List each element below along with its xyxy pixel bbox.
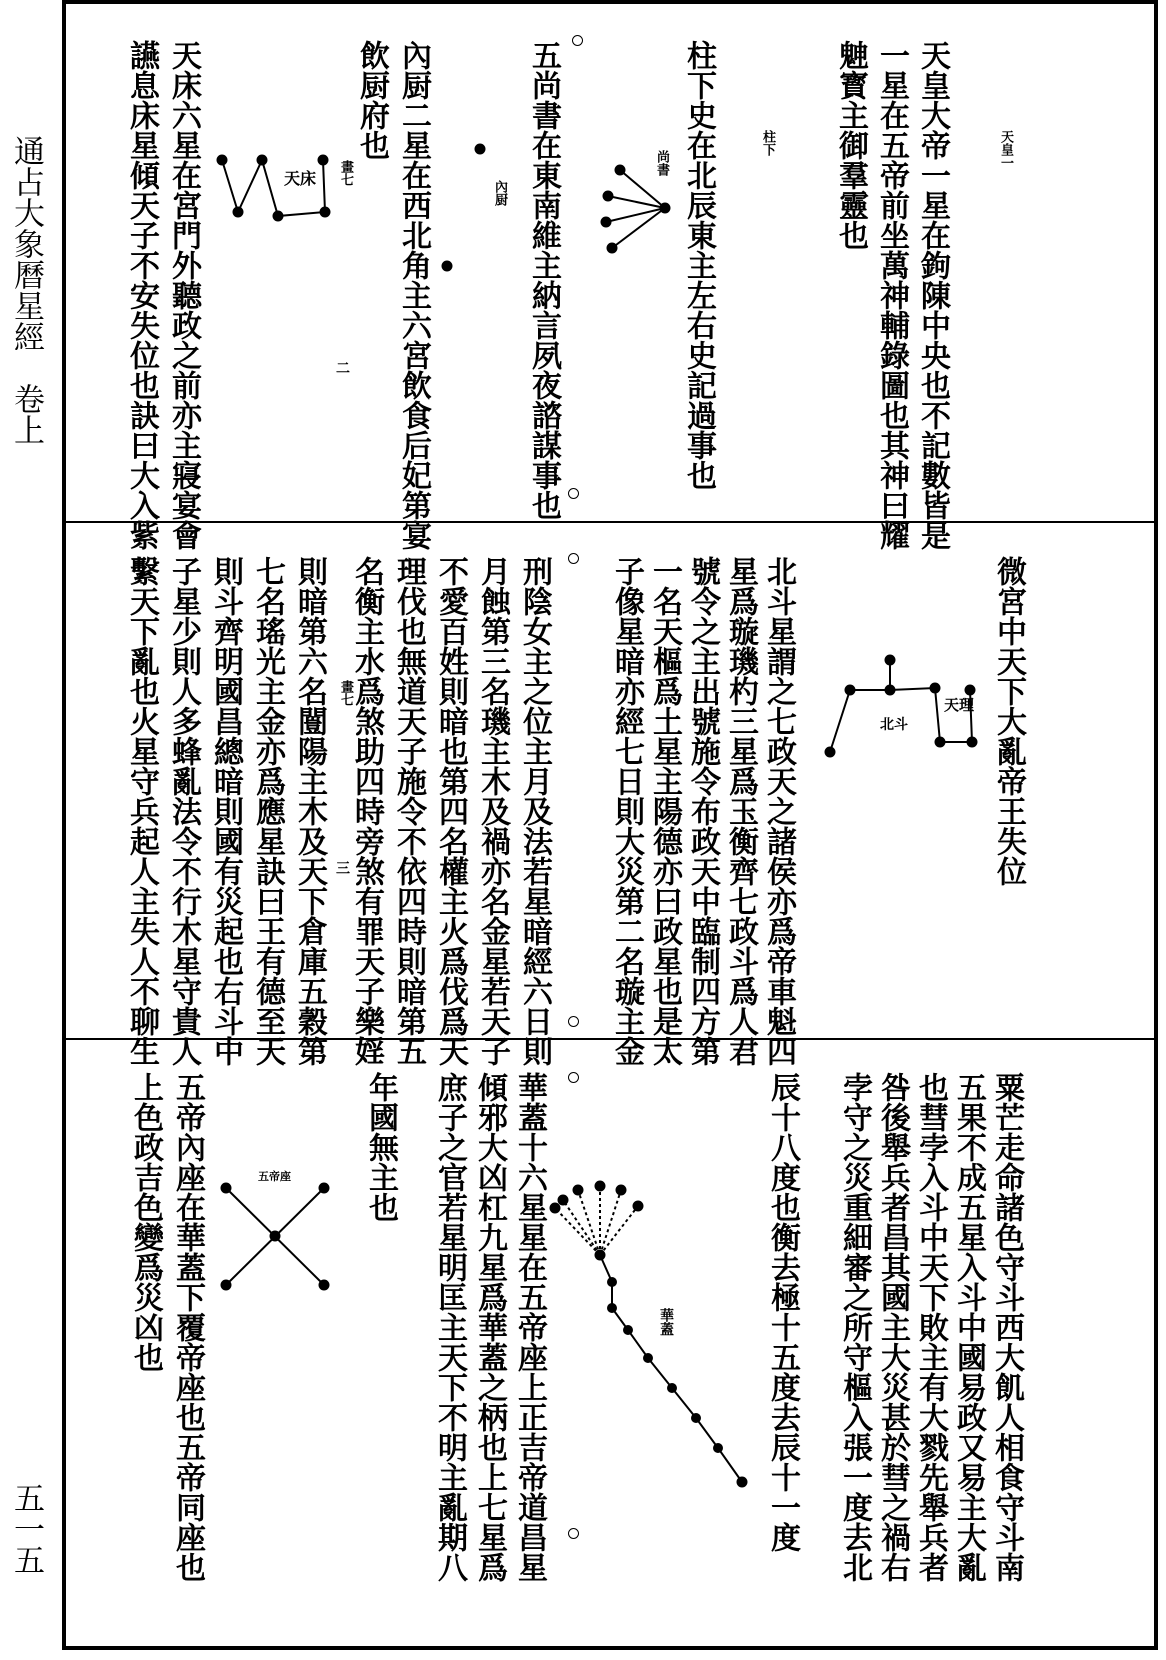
star-label: 天理: [944, 696, 975, 714]
text-column: 月蝕第三名璣主木及禍亦名金星若天子: [475, 556, 510, 1066]
text-column: 咎後舉兵者昌其國主大災甚於彗之禍右: [875, 1072, 910, 1582]
text-column: 名衡主水爲煞助四時旁煞有罪天子樂婬: [349, 556, 384, 1066]
mark: 三: [336, 861, 350, 877]
text-column: 也彗孛入斗中天下敗主有大戮先舉兵者: [913, 1072, 948, 1582]
text-column: 星爲璇璣杓三星爲玉衡齊七政斗爲人君: [723, 556, 758, 1066]
star-label: 柱下: [760, 130, 775, 156]
text-column: 不愛百姓則暗也第四名權主火爲伐爲天: [433, 556, 468, 1066]
mark: 二: [336, 361, 350, 377]
text-column: 孛守之災重細審之所守樞入張一度去北: [837, 1072, 872, 1582]
collation-mark: [568, 1528, 579, 1539]
text-column: 傾邪大凶杠九星爲華蓋之柄也上七星爲: [472, 1072, 507, 1582]
neichu-constellation: [443, 145, 485, 271]
text-column: 辰十八度也衡去極十五度去辰十一度: [765, 1072, 800, 1552]
text-column: 天皇大帝一星在鉤陳中央也不記數皆是: [915, 40, 950, 550]
star-label: 內厨: [492, 180, 507, 206]
text-column: 柱下史在北辰東主左右史記過事也: [681, 40, 716, 490]
book-title: 通占大象曆星經 卷上: [8, 135, 44, 445]
text-column: 天床六星在宮門外聽政之前亦主寢宴會: [166, 40, 201, 550]
text-column: 五尚書在東南維主納言夙夜諮謀事也: [526, 40, 561, 520]
text-column: 子像星暗亦經七日則大災第二名璇主金: [609, 556, 644, 1066]
text-column: 號令之主出號施令布政天中臨制四方第: [685, 556, 720, 1066]
text-column: 七名瑤光主金亦爲應星訣曰王有德至天: [250, 556, 285, 1066]
text-column: 則暗第六名闓陽主木及天下倉庫五穀第: [292, 556, 327, 1066]
collation-mark: [568, 488, 579, 499]
star-label: 天床: [284, 169, 317, 188]
text-column: 刑陰女主之位主月及法若星暗經六日則: [517, 556, 552, 1066]
text-column: 理伐也無道天子施令不依四時則暗第五: [391, 556, 426, 1066]
collation-mark: [568, 1072, 579, 1083]
text-column: 繫天下亂也火星守兵起人主失人不聊生: [124, 556, 159, 1066]
collation-mark: [572, 35, 583, 46]
text-column: 內厨二星在西北角主六宮飲食后妃第宴: [396, 40, 431, 550]
text-column: 年國無主也: [363, 1072, 398, 1222]
text-column: 上色政吉色變爲災凶也: [128, 1072, 163, 1372]
text-column: 粟芒走命諸色守斗西大飢人相食守斗南: [989, 1072, 1024, 1582]
text-column: 飲厨府也: [354, 40, 389, 160]
text-column: 子星少則人多蜂亂法令不行木星守貴人: [166, 556, 201, 1066]
text-column: 一名天樞爲土星主陽德亦曰政星也是太: [647, 556, 682, 1066]
star-label: 五帝座: [258, 1170, 291, 1183]
text-column: 北斗星謂之七政天之諸侯亦爲帝車魁四: [761, 556, 796, 1066]
star-label: 尚書: [654, 150, 669, 176]
text-column: 微宮中天下大亂帝王失位: [991, 556, 1026, 886]
huagai-constellation: [551, 1182, 747, 1487]
collation-mark: [568, 1016, 579, 1027]
wudi-constellation: [222, 1184, 329, 1290]
text-column: 華蓋十六星星在五帝座上正吉帝道昌星: [512, 1072, 547, 1582]
text-column: 一星在五帝前坐萬神輔錄圖也其神曰耀: [874, 40, 909, 550]
star-label: 畫七: [338, 160, 353, 186]
star-label: 華蓋: [658, 1308, 674, 1336]
collation-mark: [568, 553, 579, 564]
star-label: 天皇一: [998, 130, 1013, 169]
text-column: 庶子之官若星明匡主天下不明主亂期八: [432, 1072, 467, 1582]
text-column: 䰠寳主御羣靈也: [833, 40, 868, 250]
star-label: 北斗: [880, 717, 908, 733]
shangshu-constellation: [602, 166, 670, 253]
star-label: 畫七: [338, 680, 353, 706]
text-column: 五果不成五星入斗中國易政又易主大亂: [951, 1072, 986, 1582]
text-column: 則斗齊明國昌總暗則國有災起也右斗中: [208, 556, 243, 1066]
text-column: 讌息床星傾天子不安失位也訣曰大入紫: [124, 40, 159, 550]
text-column: 五帝內座在華蓋下覆帝座也五帝同座也: [170, 1072, 205, 1582]
page-number: 五一五: [8, 1482, 44, 1575]
